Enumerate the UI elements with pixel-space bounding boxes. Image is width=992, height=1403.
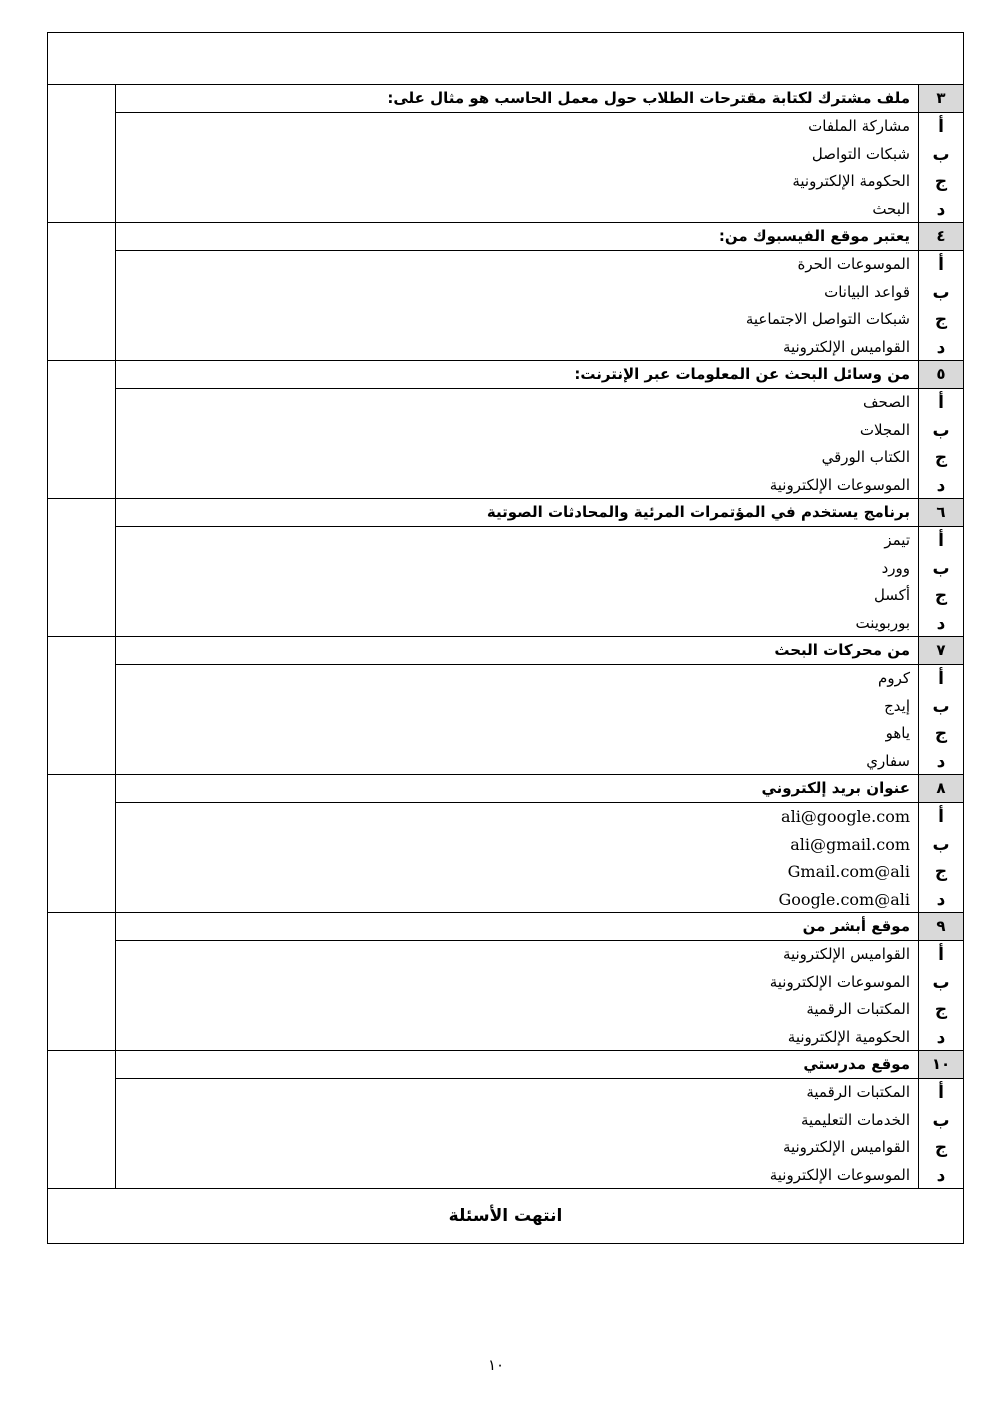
question-row xyxy=(116,913,963,941)
question-number: ٩ xyxy=(918,913,963,940)
question-text: موقع أبشر من xyxy=(802,917,910,935)
option-text: Google.com@ali xyxy=(778,889,910,909)
option-label: أ xyxy=(918,113,963,141)
option-text: الموسوعات الحرة xyxy=(797,255,910,273)
option-row xyxy=(116,665,963,693)
option-row xyxy=(116,555,963,583)
option-row xyxy=(116,141,963,169)
option-row xyxy=(116,858,963,886)
question-body xyxy=(116,85,963,222)
option-label: أ xyxy=(918,1079,963,1107)
question-number: ١٠ xyxy=(918,1051,963,1078)
option-label: ج xyxy=(918,306,963,334)
option-label: د xyxy=(918,1162,963,1190)
option-row xyxy=(116,720,963,748)
option-row xyxy=(116,113,963,141)
option-label: ج xyxy=(918,1134,963,1162)
option-text: الموسوعات الإلكترونية xyxy=(769,475,910,494)
option-label: د xyxy=(918,196,963,224)
option-row xyxy=(116,279,963,307)
option-label: د xyxy=(918,748,963,776)
option-row xyxy=(116,803,963,831)
question-text: ملف مشترك لكتابة مقترحات الطلاب حول معمل الحاسب هو مثال على: xyxy=(387,89,910,107)
option-row xyxy=(116,582,963,610)
score-cell xyxy=(48,1051,116,1188)
option-row xyxy=(116,1107,963,1135)
question-sheet xyxy=(47,32,964,1244)
option-text: سفاري xyxy=(866,751,910,770)
option-text: ali@gmail.com xyxy=(790,834,910,854)
option-row xyxy=(116,472,963,500)
option-row xyxy=(116,969,963,997)
option-row xyxy=(116,996,963,1024)
option-text: الموسوعات الإلكترونية xyxy=(769,972,910,991)
option-text: المجلات xyxy=(859,420,910,439)
option-row xyxy=(116,334,963,362)
option-label: د xyxy=(918,334,963,362)
option-text: شبكات التواصل xyxy=(811,144,910,163)
question-number: ٨ xyxy=(918,775,963,802)
option-row xyxy=(116,1079,963,1107)
option-row xyxy=(116,196,963,224)
question-text: يعتبر موقع الفيسبوك من: xyxy=(718,227,910,245)
option-row xyxy=(116,693,963,721)
option-row xyxy=(116,251,963,279)
option-text: مشاركة الملفات xyxy=(808,117,910,135)
question-number: ٦ xyxy=(918,499,963,526)
question-number: ٣ xyxy=(918,85,963,112)
option-row xyxy=(116,1162,963,1190)
option-text: تيمز xyxy=(884,531,910,549)
question-row xyxy=(116,361,963,389)
option-text: وورد xyxy=(881,558,910,577)
score-cell xyxy=(48,361,116,498)
end-of-questions: انتهت الأسئلة xyxy=(448,1206,563,1226)
question-row xyxy=(116,1051,963,1079)
score-cell xyxy=(48,913,116,1050)
option-text: القواميس الإلكترونية xyxy=(782,945,910,963)
question-block xyxy=(48,361,963,499)
score-cell xyxy=(48,223,116,360)
question-body xyxy=(116,223,963,360)
question-body xyxy=(116,1051,963,1188)
score-cell xyxy=(48,637,116,774)
option-label: أ xyxy=(918,803,963,831)
option-row xyxy=(116,1024,963,1052)
option-text: ali@google.com xyxy=(781,807,910,826)
question-row xyxy=(116,85,963,113)
option-label: أ xyxy=(918,251,963,279)
option-row xyxy=(116,306,963,334)
option-text: القواميس الإلكترونية xyxy=(782,1138,910,1156)
option-text: الحكومية الإلكترونية xyxy=(787,1027,910,1046)
question-body xyxy=(116,637,963,774)
question-block xyxy=(48,775,963,913)
question-body xyxy=(116,499,963,636)
option-label: ب xyxy=(918,831,963,859)
option-row xyxy=(116,527,963,555)
header-blank-row xyxy=(48,33,963,85)
question-number: ٥ xyxy=(918,361,963,388)
option-label: ب xyxy=(918,1107,963,1135)
option-label: ب xyxy=(918,555,963,583)
option-text: أكسل xyxy=(873,586,910,604)
option-label: أ xyxy=(918,389,963,417)
question-block xyxy=(48,637,963,775)
option-label: د xyxy=(918,1024,963,1052)
option-row xyxy=(116,168,963,196)
option-row xyxy=(116,831,963,859)
question-text: عنوان بريد إلكتروني xyxy=(761,779,910,797)
option-row xyxy=(116,444,963,472)
question-row xyxy=(116,775,963,803)
option-label: أ xyxy=(918,941,963,969)
page-number: ١٠ xyxy=(487,1356,505,1374)
option-row xyxy=(116,417,963,445)
question-block xyxy=(48,85,963,223)
option-text: قواعد البيانات xyxy=(824,282,910,301)
option-label: ب xyxy=(918,279,963,307)
questions-list xyxy=(48,85,963,1189)
option-text: الخدمات التعليمية xyxy=(800,1110,910,1129)
option-row xyxy=(116,1134,963,1162)
option-label: ج xyxy=(918,444,963,472)
question-number: ٧ xyxy=(918,637,963,664)
question-body xyxy=(116,775,963,912)
option-label: أ xyxy=(918,527,963,555)
question-block xyxy=(48,1051,963,1189)
option-label: ج xyxy=(918,168,963,196)
question-row xyxy=(116,637,963,665)
question-block xyxy=(48,913,963,1051)
question-block xyxy=(48,223,963,361)
option-label: ب xyxy=(918,417,963,445)
score-cell xyxy=(48,85,116,222)
question-block xyxy=(48,499,963,637)
option-text: الموسوعات الإلكترونية xyxy=(769,1165,910,1184)
option-label: د xyxy=(918,610,963,638)
option-text: الصحف xyxy=(863,393,910,411)
score-cell xyxy=(48,499,116,636)
option-row xyxy=(116,389,963,417)
option-text: المكتبات الرقمية xyxy=(806,1083,910,1101)
option-text: القواميس الإلكترونية xyxy=(782,337,910,356)
option-label: ج xyxy=(918,858,963,886)
option-text: إيدج xyxy=(884,696,910,715)
option-label: ب xyxy=(918,969,963,997)
question-body xyxy=(116,913,963,1050)
option-text: كروم xyxy=(878,669,910,687)
option-label: د xyxy=(918,472,963,500)
option-row xyxy=(116,941,963,969)
option-text: شبكات التواصل الاجتماعية xyxy=(745,310,910,328)
question-text: من وسائل البحث عن المعلومات عبر الإنترنت: xyxy=(574,365,910,383)
option-text: المكتبات الرقمية xyxy=(806,1000,910,1018)
option-label: أ xyxy=(918,665,963,693)
option-label: ج xyxy=(918,582,963,610)
option-label: ج xyxy=(918,996,963,1024)
option-row xyxy=(116,886,963,914)
option-text: Gmail.com@ali xyxy=(787,862,910,881)
score-cell xyxy=(48,775,116,912)
option-label: ج xyxy=(918,720,963,748)
question-row xyxy=(116,223,963,251)
option-label: ب xyxy=(918,693,963,721)
option-label: د xyxy=(918,886,963,914)
option-row xyxy=(116,748,963,776)
question-body xyxy=(116,361,963,498)
option-text: ياهو xyxy=(885,724,910,742)
question-text: من محركات البحث xyxy=(774,641,910,659)
option-text: الحكومة الإلكترونية xyxy=(792,172,910,190)
option-label: ب xyxy=(918,141,963,169)
question-row xyxy=(116,499,963,527)
question-number: ٤ xyxy=(918,223,963,250)
option-text: بوربوينت xyxy=(855,613,910,632)
option-text: البحث xyxy=(872,199,910,218)
question-text: موقع مدرستي xyxy=(803,1055,910,1073)
option-text: الكتاب الورقي xyxy=(821,448,910,466)
option-row xyxy=(116,610,963,638)
question-text: برنامج يستخدم في المؤتمرات المرئية والمحادثات الصوتية xyxy=(486,503,910,521)
